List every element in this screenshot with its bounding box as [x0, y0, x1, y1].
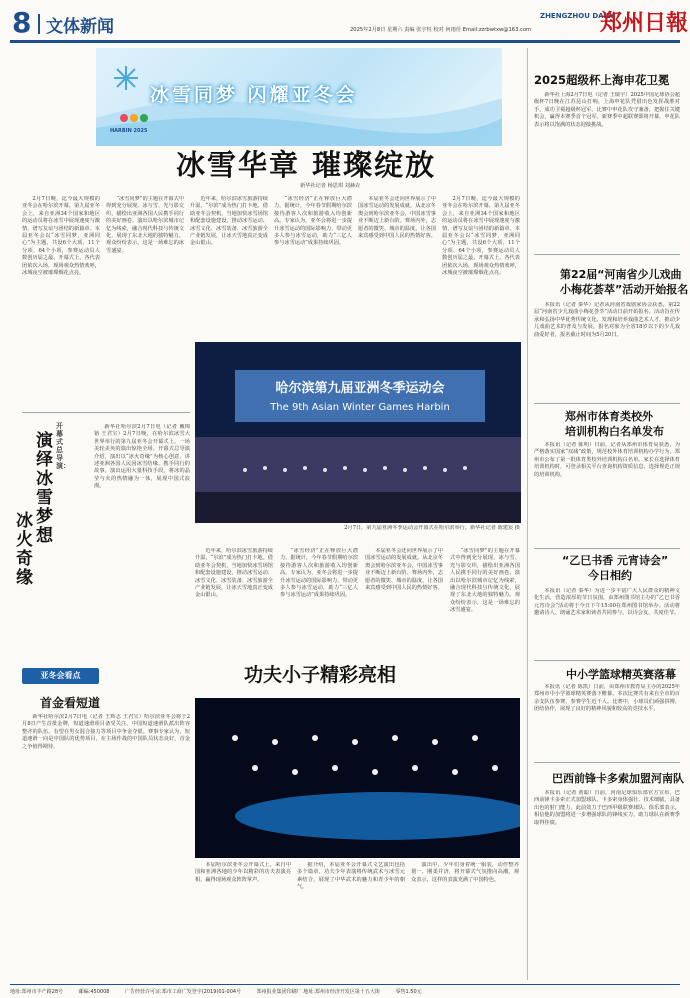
header-divider [38, 14, 40, 34]
header-rule [10, 40, 680, 43]
kungfu-col-3: 演出中，少年们身着统一服装，动作整齐划一，刚柔并济，将开幕式气氛推向高潮。观众表示，这样的表演充满了中国特色。 [411, 862, 519, 883]
whitelist-body: 本报讯（记者 陈明）日前，记者从郑州市体育局获悉，为严格落实国家“双减”政策，规范校外体育培训机构办学行为，郑州市公布了第一批体育类校外培训机构白名单。家长在选择体育培训机构时，可登录相关平台查询机构资质信息，选择规范正规的培训机构。 [534, 442, 680, 478]
lead-col-2: “冰雪同梦”的主题在开幕式中得到充分展现。冰与雪、光与影交织，描绘出亚洲各国人民携手同行的美好画卷。演出以哈尔滨城市记忆为线索，融合现代科技与传统文化，展现了东北大地的独特魅力。观众纷纷表示，这是一场难忘的冰雪盛宴。 [106, 196, 184, 254]
screen-text-cn: 哈尔滨第九届亚洲冬季运动会 [275, 381, 445, 396]
poetry-headline-line1: “乙巳书香 元宵诗会” [562, 554, 669, 567]
whitelist-headline-line1: 郑州市体育类校外 [565, 410, 653, 423]
footer-license: 广告经营许可证:郑市工商广发登字(2019)01-004号 [125, 989, 242, 995]
lead-col-3: 近年来，哈尔滨冰雪旅游持续升温，“尔滨”成为热门打卡地。借助亚冬会契机，当地加快冰雪场馆和配套设施建设，推动冰雪运动、冰雪文化、冰雪装备、冰雪旅游全产业链发展，让冰天雪地真正变成金山银山。 [190, 196, 268, 247]
footer-address: 地址:郑州市丰产路28号 [10, 989, 64, 995]
sideline-headline: 首金看短道 [40, 696, 101, 710]
opera-headline-line2: 小梅花荟萃”活动开始报名 [560, 283, 689, 296]
page-number: 8 [12, 6, 32, 39]
footer-price: 零售1.50元 [395, 989, 422, 995]
sideline-body: 新华社哈尔滨2月7日电（记者 王辉志 王君宝）哈尔滨亚冬会将于2月8日产生首批金牌，短道速滑项目备受关注。中国短道速滑队派出阵容整齐的队伍，有望在男女混合接力等项目中争金夺银。赛事专家认为，短道速滑一向是中国队的优势项目，在主场作战的中国队员状态良好，首金之争值得期待。 [22, 714, 190, 750]
kungfu-caption: 本届哈尔滨亚冬会开幕式上，来自中国和亚洲各地的少年以精彩的功夫表演亮相，赢得现场观众阵阵掌声。 [195, 862, 291, 883]
lead-headline: 冰雪华章 璀璨绽放 [176, 148, 437, 182]
supercup-headline: 2025超级杯上海申花卫冕 [534, 73, 670, 87]
lead-col-1: 2月7日晚，迄今最大规模的亚冬会在哈尔滨开幕。第九届亚冬会上，来自亚洲34个国家和地区的运动员将在冰雪中展现速度与激情，谱写友谊与团结的新篇章。本届亚冬会以“冰雪同梦，亚洲同心”为主题，共设6个大项、11个分项、64个小项，参赛运动员人数创历届之最。开幕式上，各代表团依次入场，现场观众热情欢呼，冰城夜空被璀璨烟花点亮。 [22, 196, 100, 277]
kungfu-headline: 功夫小子精彩亮相 [244, 664, 397, 686]
kungfu-col-2: 据介绍，本届亚冬会开幕式文艺演出包括多个篇章，功夫少年表演将传统武术与冰雪元素结合，展现了中华武术的魅力和青少年的朝气。 [297, 862, 405, 891]
lead-cont-3: 本届亚冬会还向世界展示了中国冰雪运动的发展成就。从北京冬奥会到哈尔滨亚冬会，中国冰雪事业不断迈上新台阶。赛场内外，志愿者的微笑、城市的温度，让各国来宾感受到中国人民的热情好客。 [365, 548, 443, 592]
opera-headline-line1: 第22届“河南省少儿戏曲 [560, 268, 682, 281]
lead-col-6: 2月7日晚，迄今最大规模的亚冬会在哈尔滨开幕。第九届亚冬会上，来自亚洲34个国家和地区的运动员将在冰雪中展现速度与激情，谱写友谊与团结的新篇章。本届亚冬会以“冰雪同梦，亚洲同心”为主题，共设6个大项、11个分项、64个小项，参赛运动员人数创历届之最。开幕式上，各代表团依次入场，现场观众热情欢呼，冰城夜空被璀璨烟花点亮。 [442, 196, 520, 277]
whitelist-headline-line2: 培训机构白名单发布 [565, 425, 664, 438]
opening-ceremony-photo [195, 342, 521, 523]
lead-col-5: 本届亚冬会还向世界展示了中国冰雪运动的发展成就。从北京冬奥会到哈尔滨亚冬会，中国冰雪事业不断迈上新台阶。赛场内外，志愿者的微笑、城市的温度，让各国来宾感受到中国人民的热情好客。 [358, 196, 436, 240]
screen-text-en: The 9th Asian Winter Games Harbin [270, 402, 450, 413]
banner-slogan: 冰雪同梦 闪耀亚冬会 [150, 84, 358, 106]
section-title: 文体新闻 [46, 17, 114, 37]
poetry-body: 本报讯（记者 秦华）为进一步丰富广大人民群众的精神文化生活，营造浓厚的节日氛围，由郑州图书馆主办的“乙巳书香 元宵诗会”活动将于今日下午15:00在郑州图书馆举办。活动将邀请诗人、朗诵艺术家和读者共同参与，以诗会友，共度佳节。 [534, 588, 680, 617]
vertical-subtitle: 开幕式总导演： [56, 422, 70, 470]
supercup-body: 新华社上海2月7日电（记者 王镜宇）2025中国足球协会超级杯7日晚在江苏昆山打响，上海申花队凭借出色发挥战胜对手，成功卫冕超级杯冠军。比赛中申花队攻守兼备，把握住关键机会，赢得本赛季首个冠军。新赛季中超联赛即将开幕，申花队表示将以饱满的状态迎接挑战。 [534, 92, 680, 128]
lead-col-4: “冰雪经济”正在释放巨大潜力。据统计，今年春节假期哈尔滨接待游客人次和旅游收入均创新高。专家认为，亚冬会将进一步提升冰雪运动的国际影响力，带动更多人参与冰雪运动，助力“三亿人参与冰雪运动”成果持续巩固。 [274, 196, 352, 247]
kungfu-scene [195, 698, 520, 858]
kungfu-performance-photo [195, 698, 520, 858]
lead-cont-4: “冰雪同梦”的主题在开幕式中得到充分展现。冰与雪、光与影交织，描绘出亚洲各国人民携手同行的美好画卷。演出以哈尔滨城市记忆为线索，融合现代科技与传统文化，展现了东北大地的独特魅力。观众纷纷表示，这是一场难忘的冰雪盛宴。 [450, 548, 520, 614]
sideline-section-label: 亚冬会看点 [22, 668, 99, 684]
snowflake-icon [114, 66, 138, 90]
page-footer [10, 984, 680, 995]
lead-cont-2: “冰雪经济”正在释放巨大潜力。据统计，今年春节假期哈尔滨接待游客人次和旅游收入均创新高。专家认为，亚冬会将进一步提升冰雪运动的国际影响力，带动更多人参与冰雪运动，助力“三亿人参与冰雪运动”成果持续巩固。 [280, 548, 358, 599]
henan-signing-headline: 巴西前锋卡多索加盟河南队 [552, 772, 684, 785]
lead-byline: 新华社记者 杨思琪 刘赫垚 [300, 183, 361, 189]
photo1-caption: 2月7日，第九届亚洲冬季运动会开幕式在哈尔滨举行。新华社记者 陈建宸 摄 [344, 525, 520, 531]
vertical-title-2: 冰火奇缘 [16, 511, 33, 588]
basketball-headline: 中小学篮球精英赛落幕 [566, 668, 676, 681]
footer-postcode: 邮编:450008 [78, 989, 110, 995]
henan-signing-body: 本报讯（记者 黄聪）日前，河南足球俱乐部官方宣布，巴西前锋卡多索正式加盟球队。卡多索身体强壮、技术细腻，具备出色的射门能力，此前效力于巴西甲级联赛球队。俱乐部表示，相信他的加盟将进一步增强球队的锋线实力，助力球队在新赛季取得佳绩。 [534, 790, 680, 826]
paper-name-en: ZHENGZHOU DAILY [540, 12, 615, 20]
ceremony-scene [195, 342, 521, 523]
basketball-body: 本报讯（记者 陈凯）日前，由郑州市教育局主办的2025年郑州市中小学篮球精英赛落下帷幕。本次比赛共有来自全市的百余支队伍参赛，参赛学生近千人。比赛中，小球员们顽强拼搏、团结协作，展现了良好的精神风貌和较高的竞技水平。 [534, 684, 680, 713]
date-line: 2025年2月8日 星期六 责编 张宇恒 校对 何雨佳 Email:zzrbwtxw@163.com [350, 27, 532, 33]
poetry-headline-line2: 今日相约 [588, 569, 632, 582]
footer-printer: 郑州报业集团印刷厂 地址:郑州市经济开发区第十五大街 [256, 989, 380, 995]
harbin-2025-label: HARBIN 2025 [110, 128, 148, 134]
opera-body: 本报讯（记者 秦华）记者从河南省戏剧家协会获悉，第22届“河南省少儿戏曲小梅花荟萃”活动日前开始报名。活动旨在传承和弘扬中华优秀传统文化，发现和培养戏曲艺术人才，推动少儿戏曲艺术的普及与发展。报名对象为全省18岁以下的少儿戏曲爱好者，报名截止时间为5月20日。 [534, 302, 680, 338]
vertical-article-body: 新华社哈尔滨2月7日电（记者 戴锦镕 王君宝）2月7日晚，在哈尔滨冰雪大世界举行的第九届亚冬会开幕式上，一场美轮美奂的演出惊艳全场。开幕式总导演介绍，演出以“冰火奇缘”为核心创意，讲述亚洲各国人民因冰雪结缘、携手同行的故事。演出运用大量科技手段，将冰的晶莹与火的热情融为一体，展现中国式浪漫。 [94, 424, 190, 490]
vertical-title-1: 演绎冰雪梦想 [36, 431, 53, 546]
lead-cont-1: 近年来，哈尔滨冰雪旅游持续升温，“尔滨”成为热门打卡地。借助亚冬会契机，当地加快冰雪场馆和配套设施建设，推动冰雪运动、冰雪文化、冰雪装备、冰雪旅游全产业链发展，让冰天雪地真正变成金山银山。 [195, 548, 273, 599]
paper-logo: 郑州日報 [600, 10, 689, 36]
